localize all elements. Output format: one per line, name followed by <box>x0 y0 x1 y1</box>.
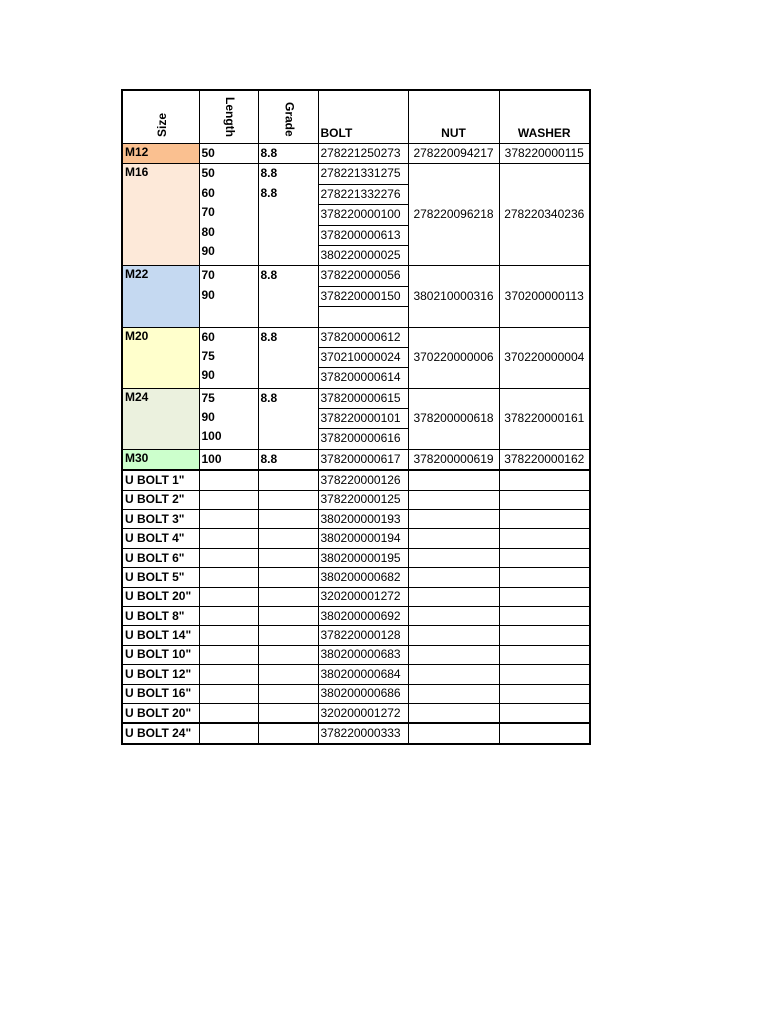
header-size[interactable]: Size <box>122 90 199 144</box>
empty-cell[interactable] <box>408 548 499 567</box>
washer-code[interactable]: 378220000162 <box>499 449 590 470</box>
length-value: 75 <box>201 390 215 405</box>
bolt-code[interactable]: 378220000100 <box>319 205 408 225</box>
nut-code[interactable]: 278220094217 <box>408 144 499 164</box>
ubolt-size-cell[interactable]: U BOLT 2" <box>122 490 199 509</box>
bolt-code[interactable]: 380200000684 <box>318 665 408 684</box>
bolt-code[interactable]: 278221250273 <box>320 146 401 161</box>
empty-cell[interactable] <box>499 645 590 664</box>
size-cell[interactable]: M16 <box>122 164 199 266</box>
size-cell[interactable]: M24 <box>122 388 199 449</box>
bolt-code[interactable]: 320200001272 <box>318 587 408 606</box>
table-row <box>122 626 590 645</box>
empty-cell[interactable] <box>408 626 499 645</box>
empty-cell[interactable] <box>258 490 318 509</box>
grade-cell[interactable] <box>258 266 318 327</box>
empty-cell[interactable] <box>258 626 318 645</box>
empty-cell[interactable] <box>199 587 258 606</box>
bolt-code[interactable]: 380220000025 <box>320 247 401 262</box>
ubolt-size-cell[interactable]: U BOLT 5" <box>122 568 199 587</box>
grade-cell[interactable] <box>258 327 318 388</box>
empty-cell[interactable] <box>408 510 499 529</box>
bolt-code[interactable]: 380200000195 <box>318 548 408 567</box>
grade-value: 8.8 <box>260 166 278 181</box>
length-cell[interactable] <box>199 164 258 266</box>
grade-value: 8.8 <box>260 390 278 405</box>
empty-cell[interactable] <box>499 490 590 509</box>
empty-cell[interactable] <box>408 645 499 664</box>
table-row <box>122 470 590 490</box>
empty-cell[interactable] <box>408 665 499 684</box>
ubolt-size-cell[interactable]: U BOLT 10" <box>122 645 199 664</box>
ubolt-size-cell[interactable]: U BOLT 12" <box>122 665 199 684</box>
bolt-code[interactable]: 320200001272 <box>318 703 408 723</box>
header-bolt[interactable]: BOLT <box>318 90 408 144</box>
empty-cell[interactable] <box>408 587 499 606</box>
bolt-cell[interactable] <box>318 449 408 470</box>
length-value: 90 <box>201 410 215 425</box>
length-value: 50 <box>201 166 215 181</box>
length-value: 90 <box>201 243 215 258</box>
empty-cell[interactable] <box>499 568 590 587</box>
empty-cell[interactable] <box>199 490 258 509</box>
ubolt-size-cell[interactable]: U BOLT 8" <box>122 607 199 626</box>
empty-cell[interactable] <box>199 645 258 664</box>
grade-value: 8.8 <box>260 146 278 161</box>
empty-cell[interactable] <box>199 607 258 626</box>
washer-code[interactable]: 370220000004 <box>499 327 590 388</box>
empty-cell[interactable] <box>199 723 258 743</box>
empty-cell[interactable] <box>408 470 499 490</box>
grade-cell[interactable] <box>258 164 318 266</box>
length-value: 70 <box>201 205 215 220</box>
bolt-cell[interactable] <box>318 144 408 164</box>
empty-cell[interactable] <box>199 665 258 684</box>
washer-code[interactable]: 370200000113 <box>499 266 590 327</box>
bolt-code[interactable]: 278221332276 <box>319 185 408 205</box>
empty-cell[interactable] <box>499 607 590 626</box>
empty-cell[interactable] <box>258 684 318 703</box>
bolt-cell[interactable] <box>318 327 408 388</box>
ubolt-size-cell[interactable]: U BOLT 3" <box>122 510 199 529</box>
length-value: 80 <box>201 224 215 239</box>
fastener-table <box>121 89 591 745</box>
empty-cell[interactable] <box>499 548 590 567</box>
empty-cell[interactable] <box>258 529 318 548</box>
length-value: 90 <box>201 368 215 383</box>
size-cell[interactable]: M12 <box>122 144 199 164</box>
table-row <box>122 665 590 684</box>
empty-cell[interactable] <box>408 723 499 743</box>
ubolt-size-cell[interactable]: U BOLT 6" <box>122 548 199 567</box>
header-grade[interactable]: Grade <box>258 90 318 144</box>
bolt-code[interactable]: 378220000128 <box>318 626 408 645</box>
ubolt-size-cell[interactable]: U BOLT 20" <box>122 587 199 606</box>
size-cell[interactable]: M30 <box>122 449 199 470</box>
bolt-code[interactable]: 380200000683 <box>318 645 408 664</box>
empty-cell[interactable] <box>408 703 499 723</box>
nut-code[interactable]: 378200000618 <box>408 388 499 449</box>
ubolt-size-cell[interactable]: U BOLT 1" <box>122 470 199 490</box>
bolt-code[interactable]: 378220000150 <box>319 287 408 307</box>
length-cell[interactable] <box>199 144 258 164</box>
bolt-cell[interactable] <box>318 266 408 327</box>
spreadsheet <box>121 89 589 741</box>
table-row <box>122 388 590 449</box>
empty-cell[interactable] <box>258 723 318 743</box>
length-value: 100 <box>201 451 222 466</box>
bolt-code[interactable]: 370210000024 <box>319 348 408 368</box>
empty-cell[interactable] <box>408 529 499 548</box>
bolt-code[interactable]: 378220000333 <box>318 723 408 743</box>
empty-cell[interactable] <box>258 665 318 684</box>
empty-cell[interactable] <box>199 703 258 723</box>
header-washer[interactable]: WASHER <box>499 90 590 144</box>
bolt-cell[interactable] <box>318 388 408 449</box>
size-cell[interactable]: M20 <box>122 327 199 388</box>
length-value: 70 <box>201 268 215 283</box>
grade-value: 8.8 <box>260 268 278 283</box>
grade-value: 8.8 <box>260 329 278 344</box>
empty-cell[interactable] <box>199 510 258 529</box>
empty-cell[interactable] <box>258 510 318 529</box>
empty-cell[interactable] <box>408 607 499 626</box>
header-nut[interactable]: NUT <box>408 90 499 144</box>
length-value: 50 <box>201 146 215 161</box>
table-row <box>122 568 590 587</box>
nut-code[interactable]: 278220096218 <box>408 164 499 266</box>
bolt-cell[interactable] <box>318 164 408 266</box>
table-row <box>122 684 590 703</box>
length-cell[interactable] <box>199 449 258 470</box>
header-length[interactable]: Length <box>199 90 258 144</box>
size-cell[interactable]: M22 <box>122 266 199 327</box>
empty-cell[interactable] <box>258 568 318 587</box>
grade-cell[interactable] <box>258 144 318 164</box>
ubolt-size-cell[interactable]: U BOLT 4" <box>122 529 199 548</box>
empty-cell[interactable] <box>408 490 499 509</box>
empty-cell[interactable] <box>258 587 318 606</box>
empty-cell[interactable] <box>499 703 590 723</box>
grade-cell[interactable] <box>258 388 318 449</box>
empty-cell[interactable] <box>199 529 258 548</box>
nut-code[interactable]: 380210000316 <box>408 266 499 327</box>
bolt-code[interactable] <box>319 307 408 326</box>
table-row <box>122 266 590 327</box>
length-value: 75 <box>201 348 215 363</box>
ubolt-size-cell[interactable]: U BOLT 20" <box>122 703 199 723</box>
empty-cell[interactable] <box>258 645 318 664</box>
grade-value: 8.8 <box>260 185 278 200</box>
empty-cell[interactable] <box>499 626 590 645</box>
bolt-code[interactable]: 380200000194 <box>318 529 408 548</box>
bolt-code[interactable]: 380200000193 <box>318 510 408 529</box>
bolt-code[interactable]: 380200000682 <box>318 568 408 587</box>
table-row <box>122 548 590 567</box>
bolt-code[interactable]: 378200000613 <box>319 226 408 246</box>
empty-cell[interactable] <box>499 723 590 743</box>
grade-cell[interactable] <box>258 449 318 470</box>
table-row <box>122 164 590 266</box>
bolt-code[interactable]: 378220000125 <box>318 490 408 509</box>
bolt-code[interactable]: 378200000614 <box>320 370 401 385</box>
table-body <box>122 144 590 744</box>
empty-cell[interactable] <box>199 568 258 587</box>
empty-cell[interactable] <box>408 684 499 703</box>
ubolt-size-cell[interactable]: U BOLT 14" <box>122 626 199 645</box>
table-row <box>122 510 590 529</box>
bolt-code[interactable]: 378220000056 <box>319 266 408 286</box>
grade-value: 8.8 <box>260 451 278 466</box>
ubolt-size-cell[interactable]: U BOLT 16" <box>122 684 199 703</box>
bolt-code[interactable]: 380200000692 <box>318 607 408 626</box>
empty-cell[interactable] <box>199 626 258 645</box>
bolt-code[interactable]: 378220000101 <box>319 409 408 429</box>
empty-cell[interactable] <box>499 684 590 703</box>
length-value: 100 <box>201 429 222 444</box>
table-row <box>122 144 590 164</box>
nut-code[interactable]: 378200000619 <box>408 449 499 470</box>
washer-code[interactable]: 378220000115 <box>499 144 590 164</box>
header-row <box>122 90 590 144</box>
length-value: 60 <box>201 329 215 344</box>
bolt-code[interactable]: 378200000617 <box>320 451 401 466</box>
bolt-code[interactable]: 378200000616 <box>320 431 401 446</box>
washer-code[interactable]: 278220340236 <box>499 164 590 266</box>
table-row <box>122 449 590 470</box>
bolt-code[interactable]: 378200000615 <box>319 389 408 409</box>
table-row <box>122 529 590 548</box>
empty-cell[interactable] <box>499 587 590 606</box>
empty-cell[interactable] <box>408 568 499 587</box>
empty-cell[interactable] <box>499 665 590 684</box>
table-row <box>122 645 590 664</box>
table-row <box>122 703 590 723</box>
table-row <box>122 723 590 743</box>
empty-cell[interactable] <box>499 470 590 490</box>
bolt-code[interactable]: 278221331275 <box>319 164 408 184</box>
empty-cell[interactable] <box>258 470 318 490</box>
empty-cell[interactable] <box>199 548 258 567</box>
length-cell[interactable] <box>199 388 258 449</box>
empty-cell[interactable] <box>499 529 590 548</box>
length-value: 60 <box>201 185 215 200</box>
bolt-code[interactable]: 380200000686 <box>318 684 408 703</box>
washer-code[interactable]: 378220000161 <box>499 388 590 449</box>
empty-cell[interactable] <box>258 548 318 567</box>
empty-cell[interactable] <box>258 607 318 626</box>
table-row <box>122 490 590 509</box>
length-value: 90 <box>201 287 215 302</box>
ubolt-size-cell[interactable]: U BOLT 24" <box>122 723 199 743</box>
length-cell[interactable] <box>199 327 258 388</box>
empty-cell[interactable] <box>199 470 258 490</box>
empty-cell[interactable] <box>499 510 590 529</box>
length-cell[interactable] <box>199 266 258 327</box>
empty-cell[interactable] <box>258 703 318 723</box>
table-row <box>122 607 590 626</box>
bolt-code[interactable]: 378200000612 <box>319 328 408 348</box>
bolt-code[interactable]: 378220000126 <box>318 470 408 490</box>
nut-code[interactable]: 370220000006 <box>408 327 499 388</box>
table-row <box>122 327 590 388</box>
empty-cell[interactable] <box>199 684 258 703</box>
table-row <box>122 587 590 606</box>
